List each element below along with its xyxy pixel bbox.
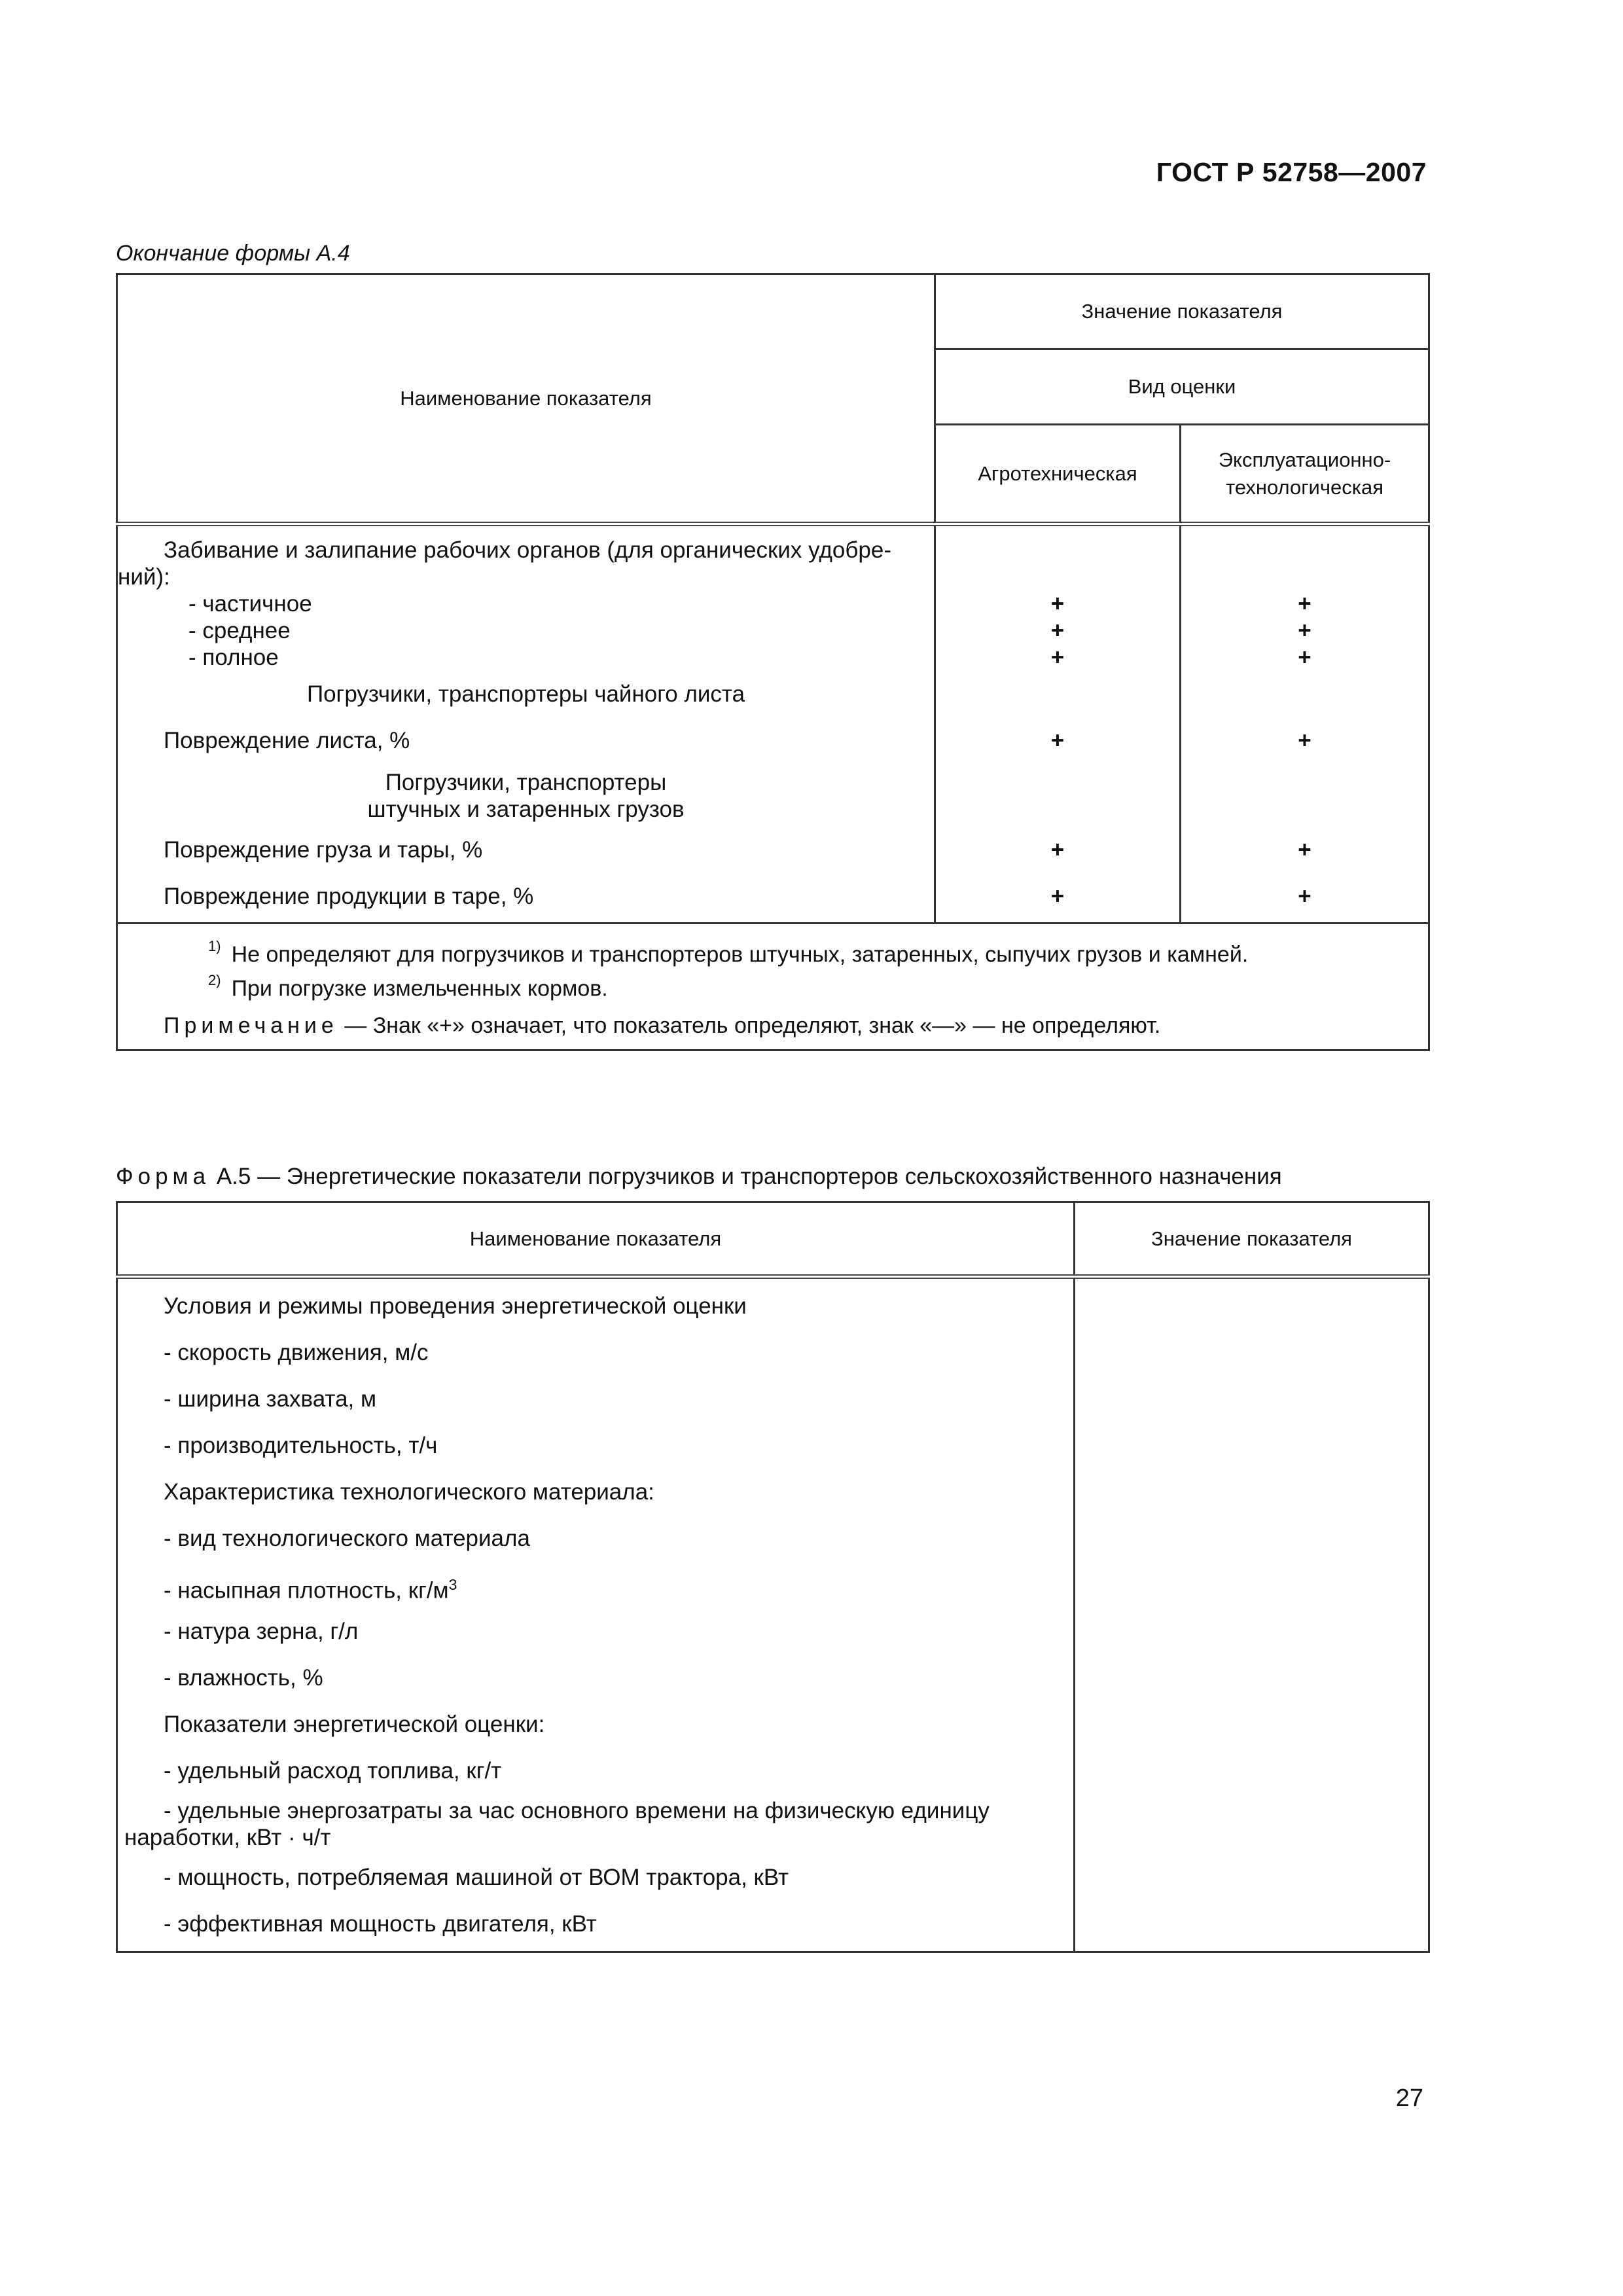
header-operational-line1: Эксплуатационно-	[1218, 448, 1391, 471]
header-indicator-value: Значение показателя	[935, 274, 1429, 350]
a5-row-material-type: - вид технологического материала	[164, 1526, 530, 1551]
footnote-1-text: Не определяют для погрузчиков и транспортеров штучных, затаренных, сыпучих грузов и камней.	[231, 942, 1249, 967]
leaf-damage: Повреждение листа, %	[164, 728, 410, 753]
a5-row-fuel-consumption: - удельный расход топлива, кг/т	[164, 1758, 502, 1784]
header-operational	[1181, 425, 1429, 524]
cargo-damage: Повреждение груза и тары, %	[164, 837, 483, 863]
a5-row-pto-power: - мощность, потребляемая машиной от ВОМ трактора, кВт	[164, 1865, 789, 1890]
form-a4-table	[116, 273, 1430, 1051]
indicator-names-column	[117, 524, 935, 924]
footnote-1-mark: 1)	[208, 938, 221, 954]
footnote-2-mark: 2)	[208, 972, 221, 989]
a5-row-energy-indicators: Показатели энергетической оценки:	[164, 1712, 545, 1737]
a5-row-engine-power: - эффективная мощность двигателя, кВт	[164, 1911, 597, 1937]
a5-row-conditions: Условия и режимы проведения энергетической оценки	[164, 1293, 747, 1319]
form-a5-title-text: А.5 — Энергетические показатели погрузчиков и транспортеров сельскохозяйственного назначения	[216, 1164, 1282, 1189]
clogging-full: - полное	[188, 645, 279, 670]
agro-cargo-value: +	[1050, 837, 1065, 863]
section-piece-loaders-line2: штучных и затаренных грузов	[367, 797, 685, 822]
standard-number: ГОСТ Р 52758—2007	[1156, 157, 1427, 187]
a5-row-width: - ширина захвата, м	[164, 1386, 377, 1412]
section-piece-loaders-line1: Погрузчики, транспортеры	[385, 770, 667, 795]
footnote-2-text: При погрузке измельченных кормов.	[231, 976, 608, 1001]
expl-product-value: +	[1298, 884, 1311, 909]
a5-values-column	[1075, 1277, 1429, 1952]
clogging-partial: - частичное	[188, 591, 312, 617]
a5-row-humidity: - влажность, %	[164, 1665, 323, 1691]
product-damage: Повреждение продукции в таре, %	[164, 884, 534, 909]
agro-medium-value: +	[1050, 618, 1065, 643]
header-assessment-kind: Вид оценки	[935, 350, 1429, 425]
footnote-1	[164, 935, 1428, 969]
a5-indicator-names	[117, 1277, 1075, 1952]
agro-values-column	[935, 524, 1181, 924]
table-note	[164, 1011, 1428, 1040]
clogging-title: Забивание и залипание рабочих органов (для органических удобре-	[164, 537, 891, 563]
a5-header-value: Значение показателя	[1075, 1202, 1429, 1277]
agro-full-value: +	[1050, 645, 1065, 670]
expl-cargo-value: +	[1298, 837, 1311, 863]
a5-row-speed: - скорость движения, м/с	[164, 1340, 429, 1365]
header-indicator-name: Наименование показателя	[117, 274, 935, 524]
page-number: 27	[1395, 2085, 1423, 2112]
a5-row-productivity: - производительность, т/ч	[164, 1433, 438, 1458]
agro-partial-value: +	[1050, 591, 1065, 617]
a5-row-bulk-density-text: - насыпная плотность, кг/м	[164, 1577, 449, 1604]
clogging-title-cont: ний):	[118, 564, 170, 590]
expl-medium-value: +	[1298, 618, 1311, 643]
header-operational-line2: технологическая	[1225, 475, 1384, 499]
footnotes-cell	[117, 924, 1429, 1050]
form-continuation-caption: Окончание формы А.4	[116, 241, 350, 266]
a5-row-material-char: Характеристика технологического материала:	[164, 1479, 654, 1505]
expl-full-value: +	[1298, 645, 1311, 670]
form-a5-table	[116, 1201, 1430, 1953]
a5-header-name: Наименование показателя	[117, 1202, 1075, 1277]
expl-leaf-value: +	[1298, 728, 1311, 753]
clogging-medium: - среднее	[188, 618, 291, 643]
a5-row-grain-nature: - натура зерна, г/л	[164, 1619, 359, 1644]
expl-partial-value: +	[1298, 591, 1311, 617]
a5-row-bulk-density	[118, 1562, 1073, 1608]
operational-values-column	[1181, 524, 1429, 924]
a5-row-energy-costs: - удельные энергозатраты за час основного времени на физическую единицу наработки, кВт · ч/т	[124, 1798, 990, 1850]
note-word: Примечание	[164, 1013, 338, 1038]
header-agrotechnical: Агротехническая	[935, 425, 1181, 524]
form-a5-title-word: Форма	[116, 1164, 211, 1189]
agro-product-value: +	[1050, 884, 1065, 909]
note-text: — Знак «+» означает, что показатель определяют, знак «—» — не определяют.	[344, 1013, 1161, 1038]
section-tea-loaders: Погрузчики, транспортеры чайного листа	[306, 681, 745, 707]
agro-leaf-value: +	[1050, 728, 1065, 753]
form-a5-title	[116, 1164, 1282, 1190]
footnote-2	[164, 969, 1428, 1003]
a5-row-bulk-density-sup: 3	[448, 1576, 457, 1593]
